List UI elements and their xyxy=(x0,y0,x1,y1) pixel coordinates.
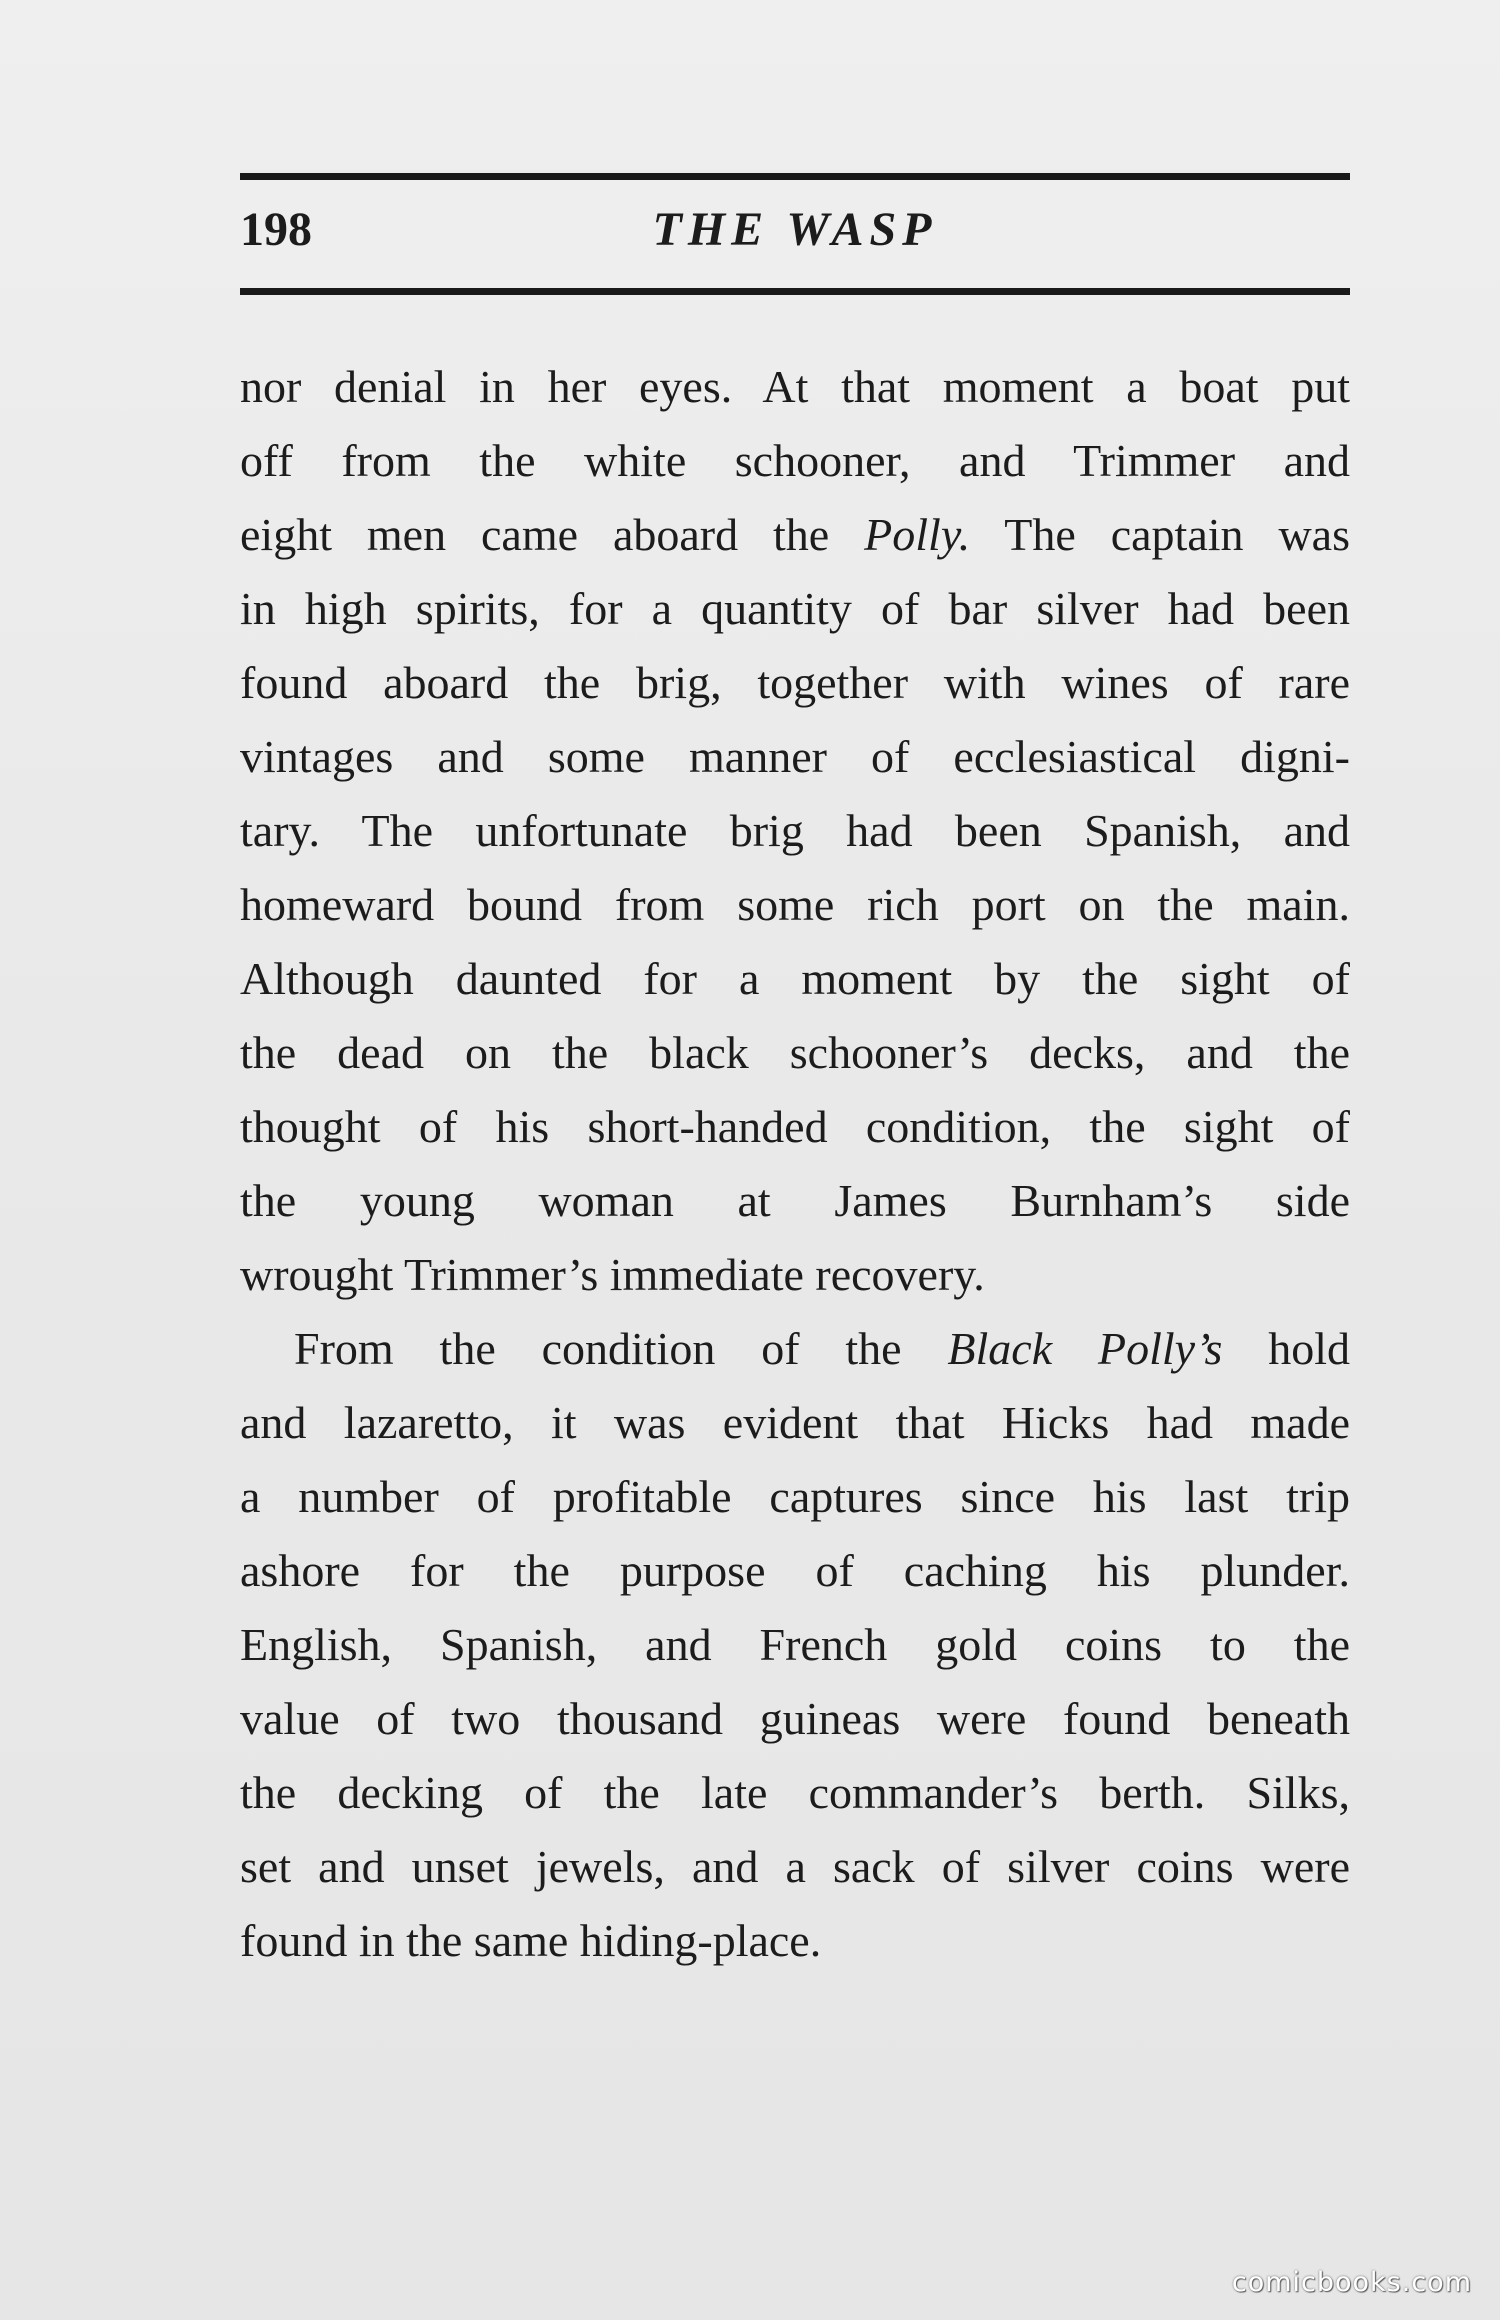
header-rule-bottom xyxy=(240,288,1350,295)
text-line: off from the white schooner, and Trimmer and xyxy=(240,435,1350,486)
text-line: a number of profitable captures since his last trip xyxy=(240,1471,1350,1522)
text-line: set and unset jewels, and a sack of silver coins were xyxy=(240,1841,1350,1892)
text-line: wrought Trimmer’s immediate recovery. xyxy=(240,1249,985,1300)
text-line: Although daunted for a moment by the sight of xyxy=(240,953,1350,1004)
text-line: ashore for the purpose of caching his plunder. xyxy=(240,1545,1350,1596)
text-line: found in the same hiding-place. xyxy=(240,1915,822,1966)
text-line: tary. The unfortunate brig had been Spanish, and xyxy=(240,805,1350,856)
text-line: value of two thousand guineas were found beneath xyxy=(240,1693,1350,1744)
header-rule-top xyxy=(240,173,1350,180)
text-line: the dead on the black schooner’s decks, and the xyxy=(240,1027,1350,1078)
text-line: the decking of the late commander’s berth. Silks, xyxy=(240,1767,1350,1818)
body-text xyxy=(240,350,1350,1978)
text-line: found aboard the brig, together with wines of rare xyxy=(240,657,1350,708)
watermark: comicbooks.com xyxy=(1231,2267,1472,2298)
text-line: in high spirits, for a quantity of bar silver had been xyxy=(240,583,1350,634)
running-title: THE WASP xyxy=(652,203,938,256)
text-line: From the condition of the Black Polly’s hold xyxy=(294,1323,1350,1374)
text-line: English, Spanish, and French gold coins to the xyxy=(240,1619,1350,1670)
italic-ship-name: Polly. xyxy=(864,509,971,560)
page-number: 198 xyxy=(240,203,312,256)
text-line: homeward bound from some rich port on the main. xyxy=(240,879,1350,930)
text-line: eight men came aboard the Polly. The captain was xyxy=(240,509,1350,560)
italic-ship-name: Black Polly’s xyxy=(947,1323,1223,1374)
text-line: vintages and some manner of ecclesiastical digni- xyxy=(240,731,1350,782)
text-line: nor denial in her eyes. At that moment a boat put xyxy=(240,361,1350,412)
text-line: thought of his short-handed condition, the sight of xyxy=(240,1101,1350,1152)
text-line: the young woman at James Burnham’s side xyxy=(240,1175,1350,1226)
text-line: and lazaretto, it was evident that Hicks had made xyxy=(240,1397,1350,1448)
